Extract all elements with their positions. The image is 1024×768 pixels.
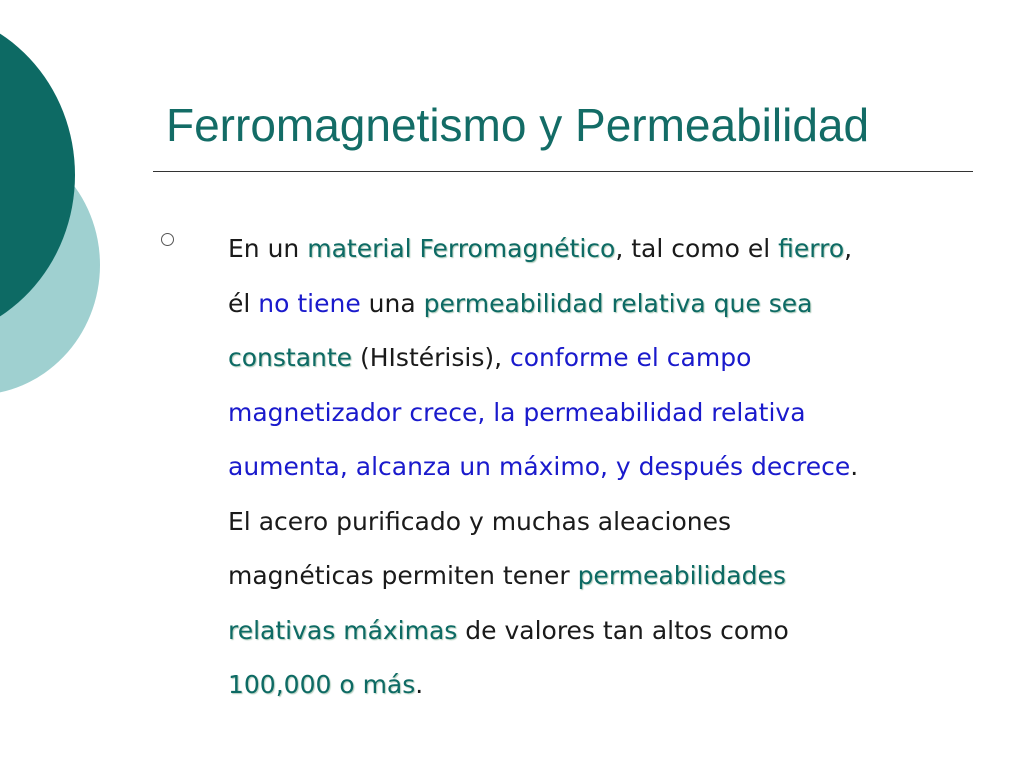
paragraph-line [228, 331, 968, 386]
bullet-paragraph [228, 222, 968, 713]
body-text-segment: , [844, 234, 853, 263]
body-text-segment: (HIstérisis), [352, 343, 511, 372]
paragraph-line [228, 495, 968, 550]
blue-emphasis: no tiene [258, 288, 361, 318]
body-text-segment: magnéticas permiten tener [228, 561, 578, 590]
body-text-segment: de valores tan altos como [457, 615, 789, 645]
highlighted-term: permeabilidades [577, 561, 786, 590]
paragraph-line [228, 440, 968, 495]
body-text-segment: él [228, 288, 259, 318]
blue-emphasis: magnetizador crece, la permeabilidad relativa [228, 397, 806, 427]
highlighted-term: permeabilidad relativa que sea [423, 288, 813, 318]
highlighted-term: constante [228, 343, 353, 372]
highlighted-term: fierro [778, 234, 845, 263]
blue-emphasis: conforme el campo [510, 343, 752, 372]
paragraph-line [228, 658, 968, 713]
body-text-segment: una [360, 288, 424, 318]
body-text-segment: El acero purificado y muchas aleaciones [228, 506, 731, 536]
highlighted-term: material Ferromagnético [307, 234, 616, 263]
blue-emphasis: aumenta, alcanza un máximo, y después decrece [228, 452, 851, 481]
title-divider [153, 171, 973, 172]
slide-title: Ferromagnetismo y Permeabilidad [166, 99, 870, 151]
body-text-segment: En un [228, 234, 308, 263]
body-text-segment: . [850, 452, 859, 481]
body-text-segment: . [415, 670, 424, 699]
body-text-segment: , tal como el [615, 234, 779, 263]
paragraph-line [228, 604, 968, 659]
paragraph-line [228, 549, 968, 604]
paragraph-line [228, 222, 968, 277]
hollow-circle-bullet-icon [161, 233, 174, 246]
paragraph-line [228, 277, 968, 332]
paragraph-line [228, 386, 968, 441]
highlighted-term: 100,000 o más [228, 670, 416, 699]
highlighted-term: relativas máximas [228, 615, 458, 645]
